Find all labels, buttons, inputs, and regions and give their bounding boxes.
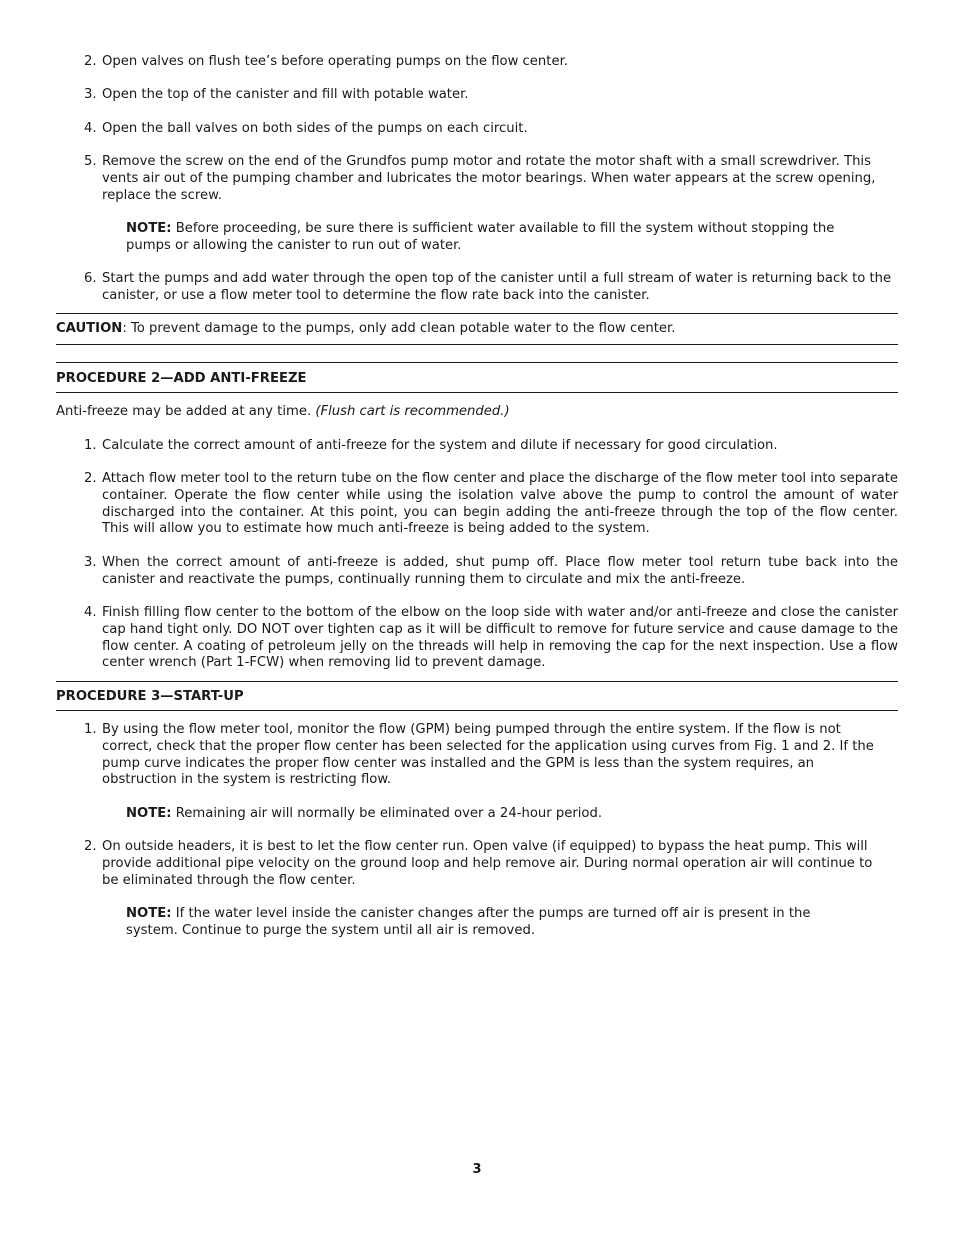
procedure-3-step-2: 2. On outside headers, it is best to let the flow center run. Open valve (if equipped) to bypass the heat pump. This will provide additional pipe velocity on the ground loop and help remove air. During normal operation air will continue to be eliminated through the flow center. xyxy=(84,839,873,888)
procedure-2-step-1: 1. Calculate the correct amount of anti-freeze for the system and dilute if necessary for good circulation. xyxy=(84,438,778,453)
note-label: NOTE: xyxy=(126,806,172,821)
note-text: If the water level inside the canister changes after the pumps are turned off air is present in the system. Continue to purge the system until all air is removed. xyxy=(126,906,811,938)
procedure-2-intro xyxy=(56,404,898,421)
procedure-2-top-rule xyxy=(56,362,898,363)
step-3-fill-canister: 3. Open the top of the canister and fill with potable water. xyxy=(84,87,469,102)
note-text: Before proceeding, be sure there is sufficient water available to fill the system without stopping the pumps or allowing the canister to run out of water. xyxy=(126,221,835,253)
note-remaining-air xyxy=(126,806,866,823)
caution-bottom-rule xyxy=(56,344,898,345)
note-label: NOTE: xyxy=(126,221,172,236)
caution-notice xyxy=(56,321,898,338)
note-sufficient-water xyxy=(126,221,866,255)
procedure-2-bottom-rule xyxy=(56,392,898,393)
document-page xyxy=(56,0,898,1235)
intro-italic: (Flush cart is recommended.) xyxy=(315,404,510,419)
note-label: NOTE: xyxy=(126,906,172,921)
procedure-3-top-rule xyxy=(56,681,898,682)
step-2-open-flush-valves: 2. Open valves on flush tee’s before operating pumps on the flow center. xyxy=(84,54,568,69)
step-5-vent-pump-motor: 5. Remove the screw on the end of the Grundfos pump motor and rotate the motor shaft with a small screwdriver. This vents air out of the pumping chamber and lubricates the motor bearings. When water appears at the screw opening, replace the screw. xyxy=(84,154,876,203)
caution-text: : To prevent damage to the pumps, only add clean potable water to the flow center. xyxy=(122,321,676,336)
procedure-3-step-1: 1. By using the flow meter tool, monitor the flow (GPM) being pumped through the entire system. If the flow is not correct, check that the proper flow center has been selected for the application using curves from Fig. 1 and 2. If the pump curve indicates the proper flow center was installed and the GPM is less than the system requires, an obstruction in the system is restricting flow. xyxy=(84,722,874,788)
procedure-2-step-2: 2. Attach flow meter tool to the return tube on the flow center and place the discharge of the flow meter tool into separate container. Operate the flow center while using the isolation valve above the pump to control the amount of water discharged into the container. At this point, you can begin adding the anti-freeze through the top of the flow center. This will allow you to estimate how much anti-freeze is being added to the system. xyxy=(84,471,898,537)
note-text: Remaining air will normally be eliminated over a 24-hour period. xyxy=(171,806,603,821)
caution-top-rule xyxy=(56,313,898,314)
caution-label: CAUTION xyxy=(56,321,123,336)
step-6-start-pumps: 6. Start the pumps and add water through the open top of the canister until a full stream of water is returning back to the canister, or use a flow meter tool to determine the flow rate back into the canister. xyxy=(84,271,892,303)
intro-text: Anti-freeze may be added at any time. xyxy=(56,404,316,419)
procedure-2-step-3: 3. When the correct amount of anti-freeze is added, shut pump off. Place flow meter tool return tube back into the canister and reactivate the pumps, continually running them to circulate and mix the anti-freeze. xyxy=(84,555,898,587)
page-number: 3 xyxy=(472,1162,482,1177)
procedure-2-step-4: 4. Finish filling flow center to the bottom of the elbow on the loop side with water and/or anti-freeze and close the canister cap hand tight only. DO NOT over tighten cap as it will be difficult to remove for future service and cause damage to the flow center. A coating of petroleum jelly on the threads will help in removing the cap for the next inspection. Use a flow center wrench (Part 1-FCW) when removing lid to prevent damage. xyxy=(84,605,898,671)
procedure-2-heading: PROCEDURE 2—ADD ANTI-FREEZE xyxy=(56,371,307,386)
procedure-3-bottom-rule xyxy=(56,710,898,711)
note-water-level xyxy=(126,906,826,940)
procedure-3-heading: PROCEDURE 3—START-UP xyxy=(56,689,244,704)
step-4-open-ball-valves: 4. Open the ball valves on both sides of the pumps on each circuit. xyxy=(84,121,528,136)
